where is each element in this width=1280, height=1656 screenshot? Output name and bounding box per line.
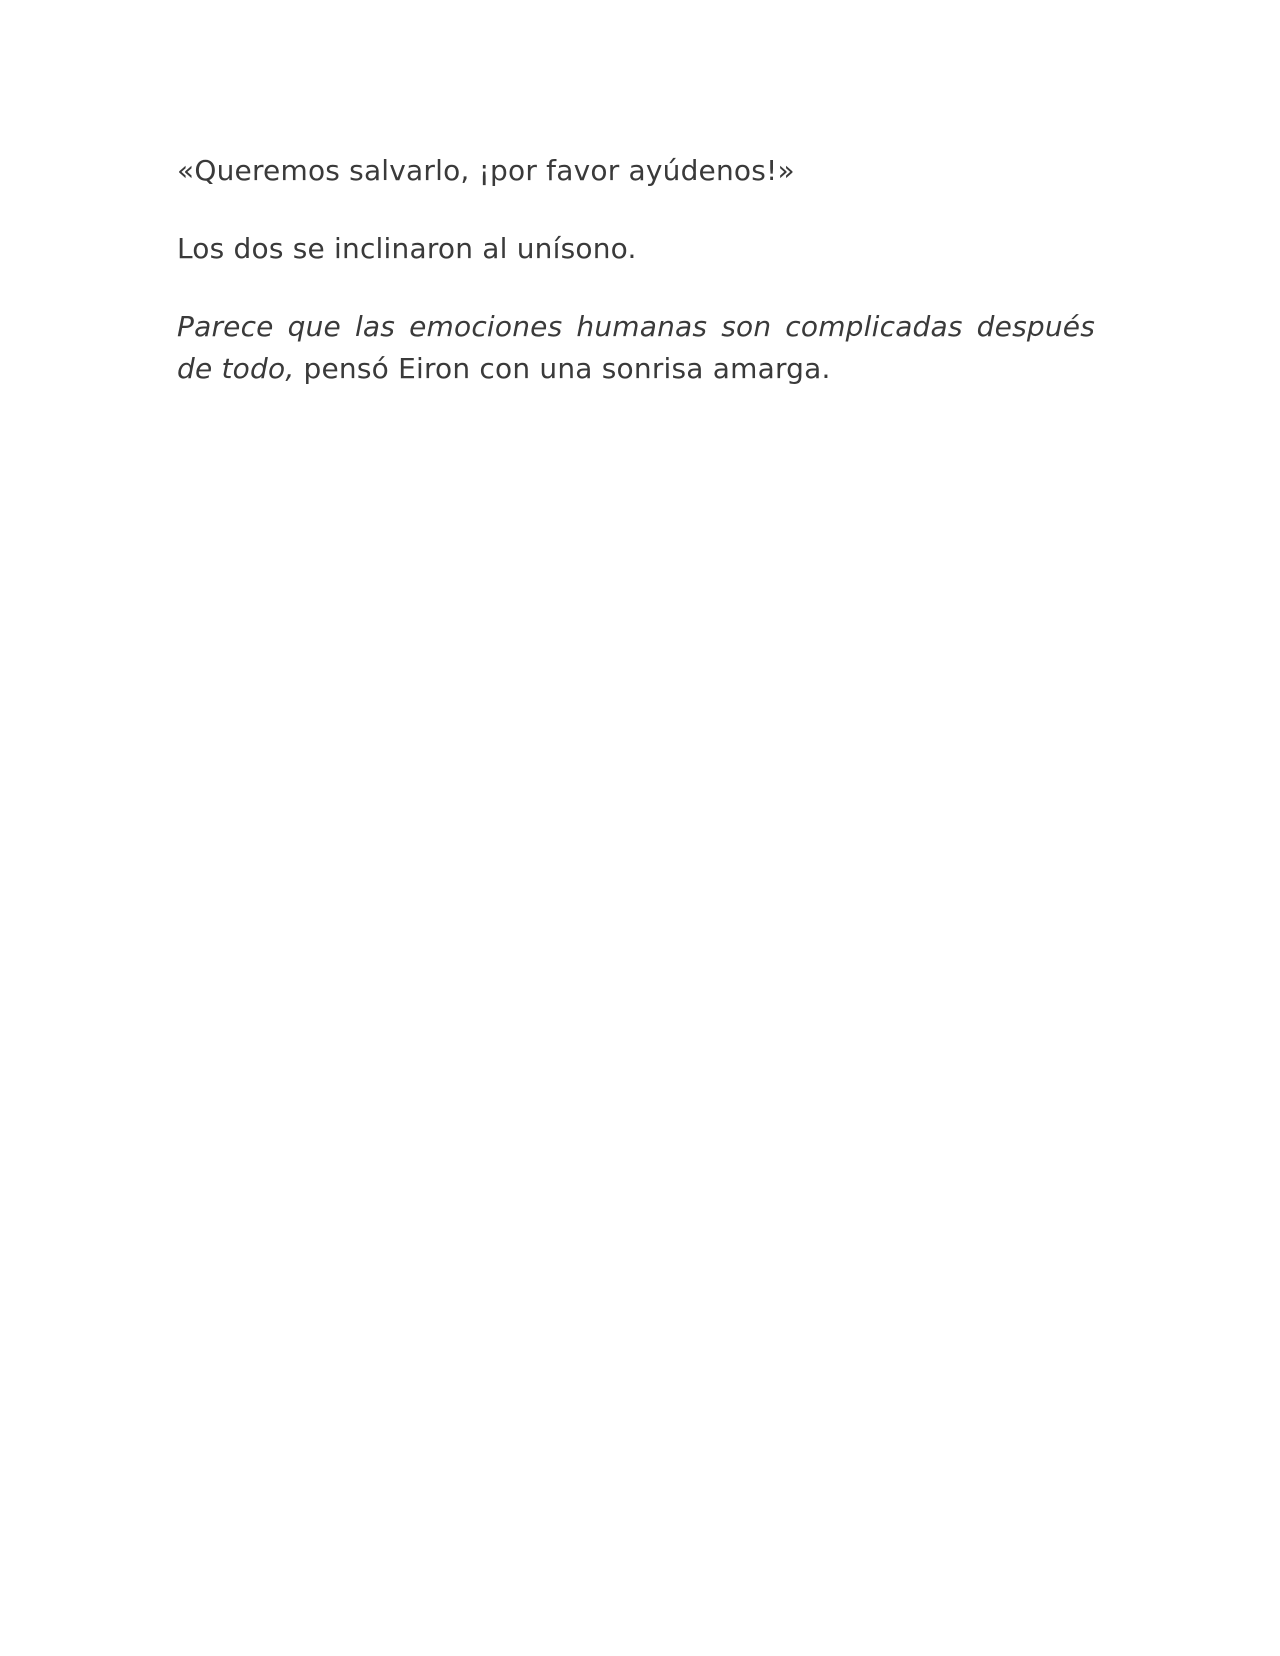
paragraph-2 xyxy=(177,228,1095,270)
paragraph-3-italic-text: Parece que las emociones humanas son complicadas después de todo, xyxy=(177,310,1095,385)
paragraph-2-text: Los dos se inclinaron al unísono. xyxy=(177,232,637,265)
paragraph-3-normal-text: pensó Eiron con una sonrisa amarga. xyxy=(294,352,831,385)
paragraph-1-text: «Queremos salvarlo, ¡por favor ayúdenos!» xyxy=(177,154,795,187)
paragraph-1 xyxy=(177,150,1095,192)
document-page xyxy=(177,150,1095,426)
paragraph-3 xyxy=(177,306,1095,390)
